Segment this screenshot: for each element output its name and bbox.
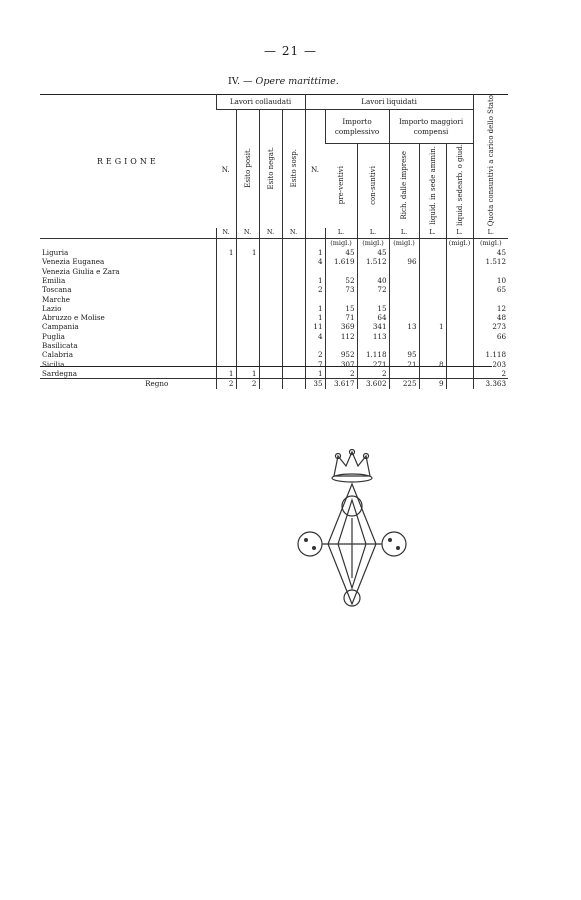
cell-c_pos	[236, 257, 259, 266]
cell-l_n	[305, 295, 325, 304]
region-name: Venezia Giulia e Zara	[42, 266, 120, 276]
cell-arb	[446, 322, 473, 331]
cell-arb	[446, 332, 473, 341]
cell-c_pos	[236, 304, 259, 313]
cell-rich: 21	[389, 360, 419, 369]
cell-c_pos: 1	[236, 369, 259, 379]
cell-amm	[419, 332, 446, 341]
cell-c_sosp	[282, 304, 305, 313]
cell-prev: 369	[325, 322, 357, 331]
cell-arb	[446, 304, 473, 313]
cell-arb	[446, 379, 473, 389]
cell-cons: 271	[357, 360, 389, 369]
cell-c_n	[216, 341, 236, 350]
cell-l_n: 1	[305, 313, 325, 322]
esito-negat-header: Esito negat.	[259, 110, 282, 229]
cell-cons	[357, 295, 389, 304]
cell-c_neg	[259, 313, 282, 322]
cell-arb	[446, 369, 473, 379]
cell-c_sosp	[282, 295, 305, 304]
cell-l_n: 11	[305, 322, 325, 331]
cell-rich	[389, 276, 419, 285]
subunits-row: (migl.) (migl.) (migl.) (migl.) (migl.)	[40, 238, 508, 248]
cell-amm	[419, 369, 446, 379]
cell-prev: 952	[325, 350, 357, 359]
table-bottom-rule	[40, 366, 492, 367]
cell-c_n: 2	[216, 379, 236, 389]
cell-c_sosp	[282, 379, 305, 389]
cell-amm	[419, 304, 446, 313]
cell-c_n: 1	[216, 248, 236, 257]
cell-l_n: 4	[305, 257, 325, 266]
cell-c_sosp	[282, 285, 305, 294]
cell-c_neg	[259, 257, 282, 266]
cell-c_sosp	[282, 360, 305, 369]
cell-cons: 72	[357, 285, 389, 294]
table-row	[40, 332, 508, 341]
cell-c_n	[216, 350, 236, 359]
cell-amm	[419, 267, 446, 276]
cell-c_sosp	[282, 332, 305, 341]
quota-header: Quota consuntivi a carico dello Stato	[473, 95, 508, 229]
region-name: Lazio	[42, 303, 62, 313]
cell-amm	[419, 257, 446, 266]
cell-c_neg	[259, 322, 282, 331]
region-name: Campania	[42, 322, 79, 332]
cell-l_n: 2	[305, 350, 325, 359]
table-row	[40, 295, 508, 304]
cell-prev: 71	[325, 313, 357, 322]
total-row	[40, 379, 508, 389]
cell-prev	[325, 295, 357, 304]
cell-c_sosp	[282, 267, 305, 276]
section-number: IV.	[228, 76, 240, 87]
cell-quota: 66	[473, 332, 508, 341]
maggiori-compensi-header: Importo maggiori compensi	[389, 110, 473, 144]
cell-l_n: 1	[305, 304, 325, 313]
cell-quota: 273	[473, 322, 508, 331]
cell-cons: 2	[357, 369, 389, 379]
region-name: Basilicata	[42, 341, 78, 351]
cell-prev: 2	[325, 369, 357, 379]
cell-arb	[446, 313, 473, 322]
cell-rich	[389, 332, 419, 341]
table-row	[40, 369, 508, 379]
cell-quota: 48	[473, 313, 508, 322]
cell-c_n	[216, 267, 236, 276]
cell-rich: 225	[389, 379, 419, 389]
region-name: Marche	[42, 294, 70, 304]
importo-complessivo-header: Importo complessivo	[325, 110, 389, 144]
richieste-header: Rich. dalle imprese	[389, 144, 419, 229]
cell-arb	[446, 350, 473, 359]
cell-c_n	[216, 304, 236, 313]
liquid-amm-header: liquid. in sede ammin.	[419, 144, 446, 229]
region-name: Liguria	[42, 248, 69, 258]
table-row	[40, 350, 508, 359]
cell-l_n: 4	[305, 332, 325, 341]
cell-cons: 45	[357, 248, 389, 257]
cell-c_sosp	[282, 369, 305, 379]
cell-prev	[325, 341, 357, 350]
cell-rich: 95	[389, 350, 419, 359]
cell-arb	[446, 248, 473, 257]
cell-c_neg	[259, 267, 282, 276]
cell-c_n	[216, 295, 236, 304]
cell-cons: 341	[357, 322, 389, 331]
cell-c_sosp	[282, 257, 305, 266]
esito-sosp-header: Esito sosp.	[282, 110, 305, 229]
table-row	[40, 267, 508, 276]
cell-quota: 203	[473, 360, 508, 369]
cell-l_n: 1	[305, 369, 325, 379]
cell-cons: 1.118	[357, 350, 389, 359]
cell-arb	[446, 360, 473, 369]
cell-l_n: 1	[305, 276, 325, 285]
units-row: N. N. N. N. L. L. L. L. L. L.	[40, 228, 508, 238]
cell-c_n	[216, 322, 236, 331]
cell-c_neg	[259, 332, 282, 341]
cell-c_neg	[259, 341, 282, 350]
table-row	[40, 313, 508, 322]
cell-c_sosp	[282, 350, 305, 359]
cell-prev: 3.617	[325, 379, 357, 389]
cell-l_n	[305, 267, 325, 276]
cell-c_pos	[236, 295, 259, 304]
cell-cons	[357, 267, 389, 276]
cell-c_pos	[236, 267, 259, 276]
cell-arb	[446, 276, 473, 285]
table-row	[40, 257, 508, 266]
lavori-liquidati-header: Lavori liquidati	[305, 95, 473, 110]
cell-c_sosp	[282, 322, 305, 331]
cell-quota	[473, 295, 508, 304]
table-row	[40, 322, 508, 331]
section-title	[228, 76, 339, 87]
cell-amm: 1	[419, 322, 446, 331]
consuntivi-header: con-suntivi	[357, 144, 389, 229]
cell-c_pos	[236, 276, 259, 285]
cell-quota	[473, 341, 508, 350]
cell-rich	[389, 267, 419, 276]
cell-cons: 3.602	[357, 379, 389, 389]
cell-c_n	[216, 332, 236, 341]
cell-rich: 96	[389, 257, 419, 266]
cell-c_neg	[259, 295, 282, 304]
table-row	[40, 341, 508, 350]
cell-c_n: 1	[216, 369, 236, 379]
cell-c_n	[216, 285, 236, 294]
cell-cons: 113	[357, 332, 389, 341]
cell-c_pos: 2	[236, 379, 259, 389]
cell-c_n	[216, 313, 236, 322]
cell-prev: 52	[325, 276, 357, 285]
region-name: Sardegna	[42, 368, 78, 378]
cell-rich	[389, 295, 419, 304]
cell-rich	[389, 341, 419, 350]
collaudati-n-header: N.	[221, 164, 230, 174]
cell-rich	[389, 248, 419, 257]
total-label: Regno	[40, 379, 216, 389]
cell-c_pos	[236, 360, 259, 369]
cell-rich	[389, 369, 419, 379]
cell-c_pos	[236, 350, 259, 359]
liquidati-n-header: N.	[305, 110, 325, 229]
cell-amm	[419, 276, 446, 285]
cell-arb	[446, 267, 473, 276]
cell-c_neg	[259, 360, 282, 369]
cell-c_pos	[236, 332, 259, 341]
cell-prev: 307	[325, 360, 357, 369]
table-row	[40, 360, 508, 369]
region-name: Calabria	[42, 350, 73, 360]
cell-c_neg	[259, 285, 282, 294]
opere-marittime-table	[40, 94, 508, 389]
table-row	[40, 304, 508, 313]
cell-c_pos	[236, 285, 259, 294]
cell-cons: 15	[357, 304, 389, 313]
cell-quota: 2	[473, 369, 508, 379]
cell-c_n	[216, 360, 236, 369]
cell-amm	[419, 350, 446, 359]
cell-rich	[389, 304, 419, 313]
region-name: Abruzzo e Molise	[42, 313, 105, 323]
region-name: Puglia	[42, 331, 65, 341]
page-number: — 21 —	[264, 44, 317, 58]
cell-rich	[389, 285, 419, 294]
region-name: Toscana	[42, 285, 72, 295]
cell-l_n: 35	[305, 379, 325, 389]
cell-quota: 1.118	[473, 350, 508, 359]
cell-amm: 8	[419, 360, 446, 369]
cell-c_neg	[259, 248, 282, 257]
liquid-arb-header: liquid. sedearb. o giud.	[446, 144, 473, 229]
cell-prev: 1.619	[325, 257, 357, 266]
cell-cons: 40	[357, 276, 389, 285]
cell-cons: 1.512	[357, 257, 389, 266]
lavori-collaudati-header: Lavori collaudati	[216, 95, 305, 110]
cell-c_neg	[259, 276, 282, 285]
cell-c_pos	[236, 313, 259, 322]
cell-l_n: 2	[305, 285, 325, 294]
cell-quota	[473, 267, 508, 276]
region-name: Emilia	[42, 275, 66, 285]
esito-posit-header: Esito posit.	[236, 110, 259, 229]
cell-amm	[419, 341, 446, 350]
cell-c_pos: 1	[236, 248, 259, 257]
cell-c_sosp	[282, 341, 305, 350]
section-name: — Opere marittime.	[243, 76, 339, 87]
cell-c_neg	[259, 369, 282, 379]
cell-c_pos	[236, 322, 259, 331]
cell-amm	[419, 285, 446, 294]
cell-arb	[446, 285, 473, 294]
cell-amm	[419, 295, 446, 304]
cell-arb	[446, 257, 473, 266]
cell-amm	[419, 248, 446, 257]
cell-prev: 45	[325, 248, 357, 257]
cell-prev	[325, 267, 357, 276]
cell-quota: 65	[473, 285, 508, 294]
cell-l_n: 1	[305, 248, 325, 257]
cell-c_neg	[259, 379, 282, 389]
cell-amm	[419, 313, 446, 322]
preventivi-header: pre-ventivi	[336, 166, 345, 205]
cell-c_n	[216, 257, 236, 266]
cell-quota: 45	[473, 248, 508, 257]
cell-l_n: 7	[305, 360, 325, 369]
cell-c_neg	[259, 304, 282, 313]
crowned-emblem-icon	[292, 448, 412, 618]
cell-c_pos	[236, 341, 259, 350]
table-row	[40, 285, 508, 294]
cell-c_sosp	[282, 248, 305, 257]
region-name: Venezia Euganea	[42, 257, 105, 267]
cell-arb	[446, 341, 473, 350]
cell-quota: 12	[473, 304, 508, 313]
cell-c_sosp	[282, 276, 305, 285]
table-row	[40, 248, 508, 257]
cell-quota: 10	[473, 276, 508, 285]
cell-c_neg	[259, 350, 282, 359]
regione-header: REGIONE	[96, 157, 159, 167]
table-row	[40, 276, 508, 285]
cell-c_sosp	[282, 313, 305, 322]
cell-l_n	[305, 341, 325, 350]
cell-quota: 3.363	[473, 379, 508, 389]
region-name: Sicilia	[42, 359, 65, 369]
cell-rich	[389, 313, 419, 322]
cell-rich: 13	[389, 322, 419, 331]
cell-amm: 9	[419, 379, 446, 389]
cell-quota: 1.512	[473, 257, 508, 266]
cell-cons	[357, 341, 389, 350]
cell-arb	[446, 295, 473, 304]
cell-c_n	[216, 276, 236, 285]
cell-cons: 64	[357, 313, 389, 322]
cell-prev: 73	[325, 285, 357, 294]
cell-prev: 112	[325, 332, 357, 341]
cell-prev: 15	[325, 304, 357, 313]
